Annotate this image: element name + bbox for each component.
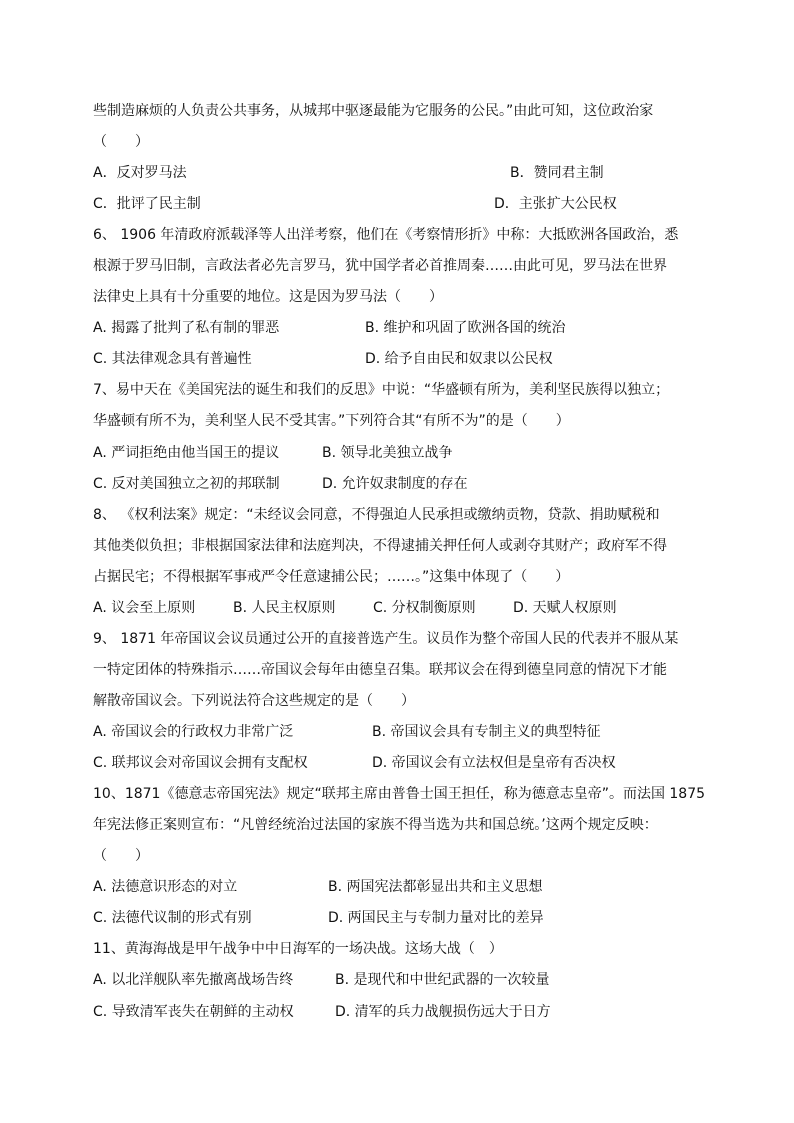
question-text: 7、易中天在《美国宪法的诞生和我们的反思》中说：“华盛顿有所为，美利坚民族得以独立； (93, 382, 670, 398)
option-b: B．赞同君主制 (510, 165, 604, 181)
option-b: B. 维护和巩固了欧洲各国的统治 (365, 320, 566, 336)
option-d: D. 给予自由民和奴隶以公民权 (365, 351, 553, 367)
option-a: A. 帝国议会的行政权力非常广泛 (93, 724, 294, 740)
answer-paren: （ ） (93, 134, 149, 150)
option-c: C. 法德代议制的形式有别 (93, 910, 252, 926)
question-text: 11、黄海海战是甲午战争中中日海军的一场决战。这场大战（ ） (93, 941, 503, 957)
option-a: A. 以北洋舰队率先撤离战场告终 (93, 972, 294, 988)
option-d: D. 允许奴隶制度的存在 (322, 476, 468, 492)
question-text: 根源于罗马旧制，言政法者必先言罗马，犹中国学者必首推周秦……由此可见，罗马法在世界 (93, 258, 667, 274)
answer-paren: （ ） (93, 848, 149, 864)
question-text: 占据民宅；不得根据军事戒严令任意逮捕公民；……。”这集中体现了（ ） (93, 569, 570, 585)
option-b: B. 人民主权原则 (233, 600, 336, 616)
option-a: A．反对罗马法 (93, 165, 187, 181)
option-c: C．批评了民主制 (93, 196, 201, 212)
option-b: B. 领导北美独立战争 (322, 445, 453, 461)
option-b: B. 帝国议会具有专制主义的典型特征 (372, 724, 601, 740)
option-c: C. 联邦议会对帝国议会拥有支配权 (93, 755, 308, 771)
option-d: D．主张扩大公民权 (494, 196, 617, 212)
option-b: B. 是现代和中世纪武器的一次较量 (335, 972, 550, 988)
question-text: 一特定团体的特殊指示……帝国议会每年由德皇召集。联邦议会在得到德皇同意的情况下才能 (93, 662, 667, 678)
option-d: D. 天赋人权原则 (513, 600, 617, 616)
option-a: A. 严词拒绝由他当国王的提议 (93, 445, 280, 461)
option-a: A. 揭露了批判了私有制的罪恶 (93, 320, 280, 336)
option-b: B. 两国宪法都彰显出共和主义思想 (328, 879, 543, 895)
question-text: 解散帝国议会。下列说法符合这些规定的是（ ） (93, 693, 415, 709)
question-text: 6、 1906 年清政府派载泽等人出洋考察，他们在《考察情形折》中称：大抵欧洲各国政治，悉 (93, 227, 679, 243)
question-text: 些制造麻烦的人负责公共事务，从城邦中驱逐最能为它服务的公民。”由此可知，这位政治家 (93, 103, 654, 119)
option-a: A. 法德意识形态的对立 (93, 879, 238, 895)
question-text: 法律史上具有十分重要的地位。这是因为罗马法（ ） (93, 289, 443, 305)
option-d: D. 两国民主与专制力量对比的差异 (328, 910, 544, 926)
question-text: 华盛顿有所不为，美利坚人民不受其害。”下列符合其“有所不为”的是（ ） (93, 413, 570, 429)
option-d: D. 清军的兵力战舰损伤远大于日方 (335, 1004, 551, 1020)
option-c: C. 分权制衡原则 (373, 600, 476, 616)
question-text: 其他类似负担；非根据国家法律和法庭判决，不得逮捕关押任何人或剥夺其财产；政府军不得 (93, 538, 667, 554)
option-d: D. 帝国议会有立法权但是皇帝有否决权 (372, 755, 616, 771)
option-c: C. 反对美国独立之初的邦联制 (93, 476, 280, 492)
option-c: C. 其法律观念具有普遍性 (93, 351, 252, 367)
question-text: 9、 1871 年帝国议会议员通过公开的直接普选产生。议员作为整个帝国人民的代表并不服从某 (93, 631, 679, 647)
question-text: 10、1871《德意志帝国宪法》规定“联邦主席由普鲁士国王担任，称为德意志皇帝”。而法国 1875 (93, 786, 706, 802)
option-a: A. 议会至上原则 (93, 600, 196, 616)
question-text: 8、 《权利法案》规定：“未经议会同意，不得强迫人民承担或缴纳贡物，贷款、捐助赋税和 (93, 507, 660, 523)
option-c: C. 导致清军丧失在朝鲜的主动权 (93, 1004, 294, 1020)
question-text: 年宪法修正案则宣布：“凡曾经统治过法国的家族不得当选为共和国总统。’这两个规定反映： (93, 817, 658, 833)
